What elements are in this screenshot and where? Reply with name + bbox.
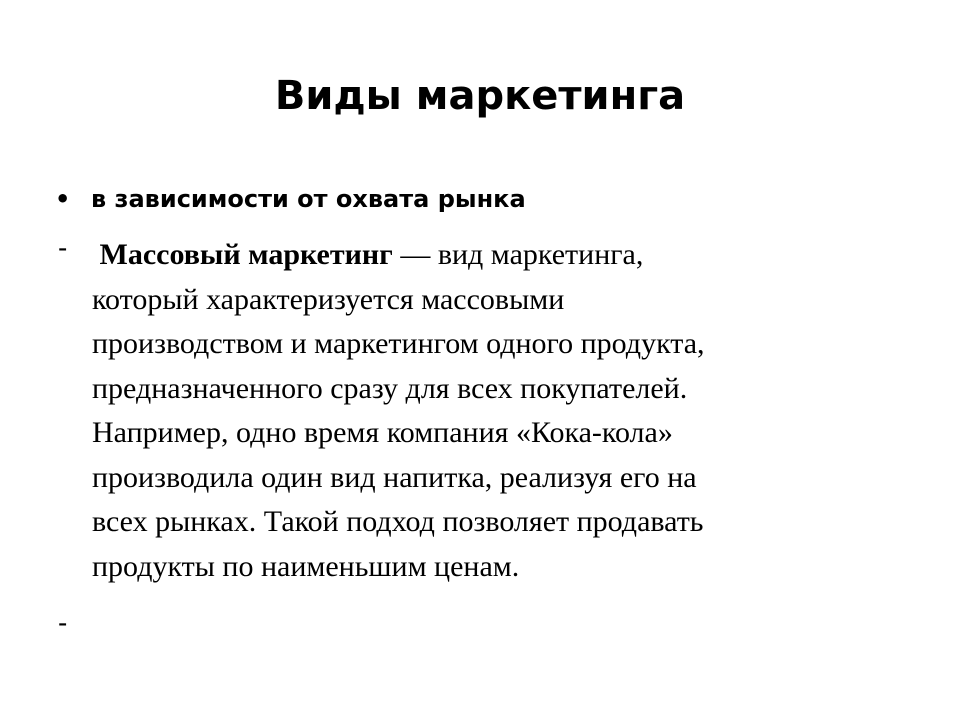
paragraph-line-4: предназначенного сразу для всех покупателей. bbox=[92, 371, 688, 405]
paragraph-line-6: производила один вид напитка, реализуя его на bbox=[92, 460, 697, 494]
bullet-marker: • bbox=[55, 185, 71, 213]
paragraph-line-5: Например, одно время компания «Кока-кола» bbox=[92, 416, 673, 449]
paragraph-line-8: продукты по наименьшим ценам. bbox=[92, 549, 520, 583]
paragraph-line-7: всех рынках. Такой подход позволяет продавать bbox=[92, 505, 704, 538]
paragraph-line-1-rest: — вид маркетинга, bbox=[392, 238, 644, 271]
dash-marker-2: - bbox=[58, 607, 68, 638]
slide-title: Виды маркетинга bbox=[274, 73, 686, 119]
term-mass-marketing: Массовый маркетинг bbox=[99, 238, 393, 271]
paragraph-line-2: который характеризуется массовыми bbox=[92, 282, 565, 316]
mass-marketing-paragraph bbox=[92, 233, 892, 589]
dash-marker-1: - bbox=[58, 232, 68, 263]
paragraph-line-3: производством и маркетингом одного продукта, bbox=[92, 327, 705, 360]
paragraph-line-1 bbox=[92, 233, 892, 278]
bullet-text: в зависимости от охвата рынка bbox=[91, 185, 526, 213]
